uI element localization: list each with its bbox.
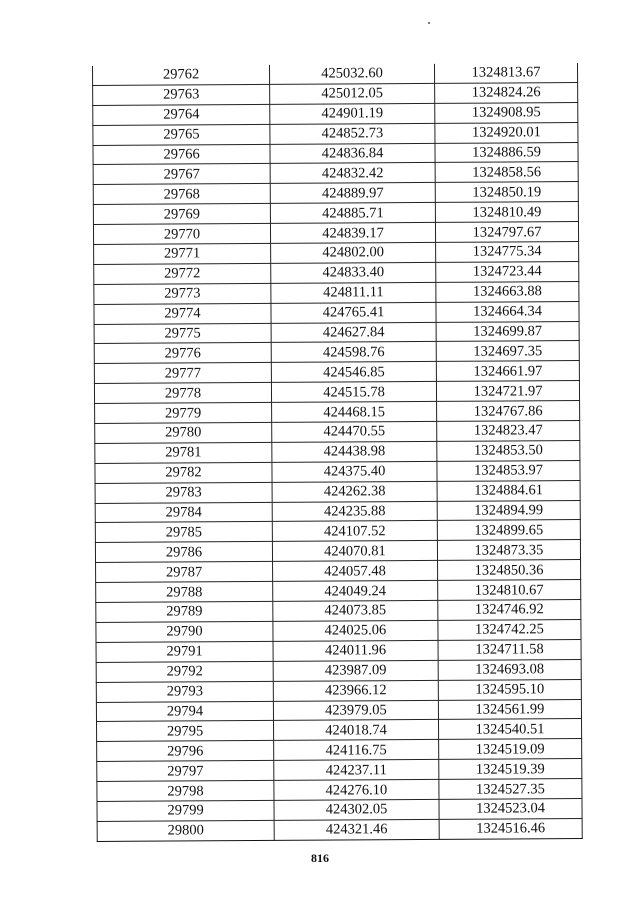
y-coordinate-cell: 1324797.67 xyxy=(435,222,578,243)
point-id-cell: 29785 xyxy=(95,522,272,543)
point-id-cell: 29770 xyxy=(93,224,270,245)
y-coordinate-cell: 1324595.10 xyxy=(438,679,581,700)
y-coordinate-cell: 1324873.35 xyxy=(437,540,580,561)
point-id-cell: 29790 xyxy=(96,621,273,642)
point-id-cell: 29774 xyxy=(94,303,271,324)
y-coordinate-cell: 1324697.35 xyxy=(436,341,579,362)
point-id-cell: 29789 xyxy=(96,601,273,622)
point-id-cell: 29784 xyxy=(95,502,272,523)
point-id-cell: 29767 xyxy=(93,164,270,185)
point-id-cell: 29771 xyxy=(94,243,271,264)
x-coordinate-cell: 424276.10 xyxy=(274,779,439,800)
y-coordinate-cell: 1324810.67 xyxy=(438,580,581,601)
y-coordinate-cell: 1324519.09 xyxy=(439,739,582,760)
x-coordinate-cell: 425012.05 xyxy=(270,83,435,104)
point-id-cell: 29786 xyxy=(95,542,272,563)
point-id-cell: 29773 xyxy=(94,283,271,304)
y-coordinate-cell: 1324693.08 xyxy=(438,659,581,680)
point-id-cell: 29791 xyxy=(96,641,273,662)
y-coordinate-cell: 1324723.44 xyxy=(436,261,579,282)
y-coordinate-cell: 1324853.97 xyxy=(437,460,580,481)
x-coordinate-cell: 424515.78 xyxy=(271,382,436,403)
y-coordinate-cell: 1324661.97 xyxy=(436,361,579,382)
y-coordinate-cell: 1324884.61 xyxy=(437,480,580,501)
x-coordinate-cell: 424765.41 xyxy=(271,302,436,323)
y-coordinate-cell: 1324767.86 xyxy=(437,401,580,422)
point-id-cell: 29780 xyxy=(95,422,272,443)
point-id-cell: 29800 xyxy=(97,820,274,841)
y-coordinate-cell: 1324699.87 xyxy=(436,321,579,342)
x-coordinate-cell: 424627.84 xyxy=(271,322,436,343)
y-coordinate-cell: 1324742.25 xyxy=(438,619,581,640)
point-id-cell: 29775 xyxy=(94,323,271,344)
y-coordinate-cell: 1324920.01 xyxy=(435,122,578,143)
y-coordinate-cell: 1324810.49 xyxy=(435,202,578,223)
x-coordinate-cell: 424073.85 xyxy=(273,600,438,621)
x-coordinate-cell: 424262.38 xyxy=(272,481,437,502)
y-coordinate-cell: 1324886.59 xyxy=(435,142,578,163)
point-id-cell: 29766 xyxy=(93,144,270,165)
point-id-cell: 29788 xyxy=(96,582,273,603)
point-id-cell: 29781 xyxy=(95,442,272,463)
coordinates-table xyxy=(92,63,583,842)
y-coordinate-cell: 1324519.39 xyxy=(439,759,582,780)
point-id-cell: 29776 xyxy=(94,343,271,364)
point-id-cell: 29782 xyxy=(95,462,272,483)
x-coordinate-cell: 424375.40 xyxy=(272,461,437,482)
y-coordinate-cell: 1324894.99 xyxy=(437,500,580,521)
x-coordinate-cell: 423979.05 xyxy=(273,700,438,721)
point-id-cell: 29779 xyxy=(95,403,272,424)
y-coordinate-cell: 1324711.58 xyxy=(438,639,581,660)
y-coordinate-cell: 1324853.50 xyxy=(437,440,580,461)
point-id-cell: 29772 xyxy=(94,263,271,284)
x-coordinate-cell: 424070.81 xyxy=(272,541,437,562)
point-id-cell: 29798 xyxy=(97,780,274,801)
y-coordinate-cell: 1324823.47 xyxy=(437,421,580,442)
x-coordinate-cell: 424885.71 xyxy=(270,203,435,224)
table-row xyxy=(97,818,582,841)
point-id-cell: 29796 xyxy=(97,741,274,762)
point-id-cell: 29795 xyxy=(97,721,274,742)
y-coordinate-cell: 1324813.67 xyxy=(434,63,577,83)
point-id-cell: 29787 xyxy=(96,562,273,583)
y-coordinate-cell: 1324908.95 xyxy=(435,102,578,123)
x-coordinate-cell: 424901.19 xyxy=(270,103,435,124)
point-id-cell: 29799 xyxy=(97,800,274,821)
x-coordinate-cell: 424889.97 xyxy=(270,183,435,204)
y-coordinate-cell: 1324746.92 xyxy=(438,600,581,621)
x-coordinate-cell: 424811.11 xyxy=(271,282,436,303)
y-coordinate-cell: 1324527.35 xyxy=(439,779,582,800)
x-coordinate-cell: 424836.84 xyxy=(270,143,435,164)
x-coordinate-cell: 424321.46 xyxy=(274,819,439,840)
y-coordinate-cell: 1324858.56 xyxy=(435,162,578,183)
y-coordinate-cell: 1324824.26 xyxy=(435,82,578,103)
x-coordinate-cell: 424049.24 xyxy=(273,581,438,602)
x-coordinate-cell: 423987.09 xyxy=(273,660,438,681)
point-id-cell: 29777 xyxy=(94,363,271,384)
x-coordinate-cell: 424025.06 xyxy=(273,620,438,641)
point-id-cell: 29778 xyxy=(94,383,271,404)
point-id-cell: 29762 xyxy=(92,65,269,85)
point-id-cell: 29769 xyxy=(93,204,270,225)
y-coordinate-cell: 1324523.04 xyxy=(439,798,582,819)
x-coordinate-cell: 424438.98 xyxy=(272,441,437,462)
x-coordinate-cell: 424802.00 xyxy=(271,242,436,263)
y-coordinate-cell: 1324664.34 xyxy=(436,301,579,322)
x-coordinate-cell: 424302.05 xyxy=(274,799,439,820)
point-id-cell: 29797 xyxy=(97,761,274,782)
coordinates-table-body xyxy=(92,63,582,841)
point-id-cell: 29792 xyxy=(96,661,273,682)
x-coordinate-cell: 424852.73 xyxy=(270,123,435,144)
x-coordinate-cell: 424833.40 xyxy=(271,262,436,283)
scan-speck xyxy=(428,22,430,24)
x-coordinate-cell: 424235.88 xyxy=(272,501,437,522)
y-coordinate-cell: 1324721.97 xyxy=(436,381,579,402)
x-coordinate-cell: 424237.11 xyxy=(274,760,439,781)
x-coordinate-cell: 424832.42 xyxy=(270,163,435,184)
x-coordinate-cell: 424839.17 xyxy=(270,223,435,244)
y-coordinate-cell: 1324850.19 xyxy=(435,182,578,203)
y-coordinate-cell: 1324850.36 xyxy=(438,560,581,581)
x-coordinate-cell: 425032.60 xyxy=(269,64,434,84)
y-coordinate-cell: 1324516.46 xyxy=(439,818,582,839)
point-id-cell: 29793 xyxy=(96,681,273,702)
x-coordinate-cell: 424116.75 xyxy=(274,740,439,761)
x-coordinate-cell: 424470.55 xyxy=(272,421,437,442)
y-coordinate-cell: 1324663.88 xyxy=(436,281,579,302)
x-coordinate-cell: 424598.76 xyxy=(271,342,436,363)
y-coordinate-cell: 1324540.51 xyxy=(439,719,582,740)
y-coordinate-cell: 1324775.34 xyxy=(436,242,579,263)
x-coordinate-cell: 424468.15 xyxy=(272,402,437,423)
x-coordinate-cell: 424546.85 xyxy=(271,362,436,383)
point-id-cell: 29768 xyxy=(93,184,270,205)
point-id-cell: 29763 xyxy=(93,84,270,105)
point-id-cell: 29764 xyxy=(93,104,270,125)
x-coordinate-cell: 424107.52 xyxy=(272,521,437,542)
y-coordinate-cell: 1324561.99 xyxy=(438,699,581,720)
x-coordinate-cell: 424057.48 xyxy=(273,561,438,582)
page-number: 816 xyxy=(311,851,329,865)
x-coordinate-cell: 424018.74 xyxy=(274,720,439,741)
point-id-cell: 29783 xyxy=(95,482,272,503)
point-id-cell: 29765 xyxy=(93,124,270,145)
x-coordinate-cell: 423966.12 xyxy=(273,680,438,701)
x-coordinate-cell: 424011.96 xyxy=(273,640,438,661)
point-id-cell: 29794 xyxy=(96,701,273,722)
y-coordinate-cell: 1324899.65 xyxy=(437,520,580,541)
